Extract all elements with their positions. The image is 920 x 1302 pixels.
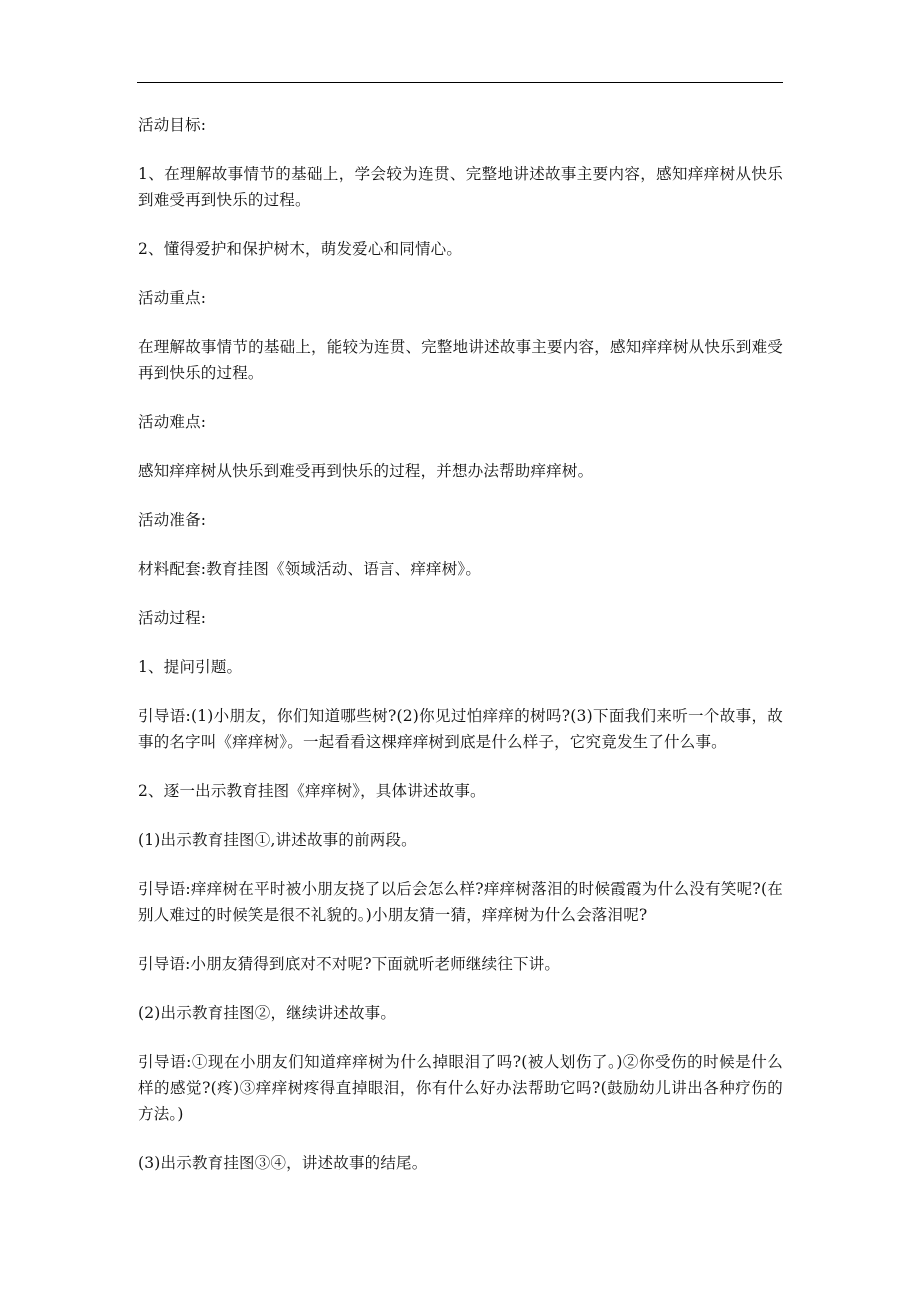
section-heading-process: 活动过程: bbox=[138, 609, 207, 627]
section-heading-preparation: 活动准备: bbox=[138, 511, 207, 529]
guide-text-4: 引导语:①现在小朋友们知道痒痒树为什么掉眼泪了吗?(被人划伤了。)②你受伤的时候是什么样的感觉?(疼)③痒痒树疼得直掉眼泪，你有什么好办法帮助它吗?(鼓励幼儿讲出各种疗伤的方法。) bbox=[138, 1053, 783, 1123]
objective-item-1: 1、在理解故事情节的基础上，学会较为连贯、完整地讲述故事主要内容，感知痒痒树从快乐到难受再到快乐的过程。 bbox=[138, 165, 783, 209]
difficulties-text: 感知痒痒树从快乐到难受再到快乐的过程，并想办法帮助痒痒树。 bbox=[138, 462, 594, 480]
guide-text-1: 引导语:(1)小朋友，你们知道哪些树?(2)你见过怕痒痒的树吗?(3)下面我们来听一个故事，故事的名字叫《痒痒树》。一起看看这棵痒痒树到底是什么样子，它究竟发生了什么事。 bbox=[138, 707, 783, 751]
sub-step-1: (1)出示教育挂图①,讲述故事的前两段。 bbox=[138, 831, 417, 849]
process-step-2: 2、逐一出示教育挂图《痒痒树》，具体讲述故事。 bbox=[138, 782, 486, 800]
guide-text-3: 引导语:小朋友猜得到底对不对呢?下面就听老师继续往下讲。 bbox=[138, 955, 561, 973]
key-points-text: 在理解故事情节的基础上，能较为连贯、完整地讲述故事主要内容，感知痒痒树从快乐到难受再到快乐的过程。 bbox=[138, 338, 783, 382]
process-step-1: 1、提问引题。 bbox=[138, 658, 243, 676]
section-heading-objectives: 活动目标: bbox=[138, 116, 207, 134]
guide-text-2: 引导语:痒痒树在平时被小朋友挠了以后会怎么样?痒痒树落泪的时候霞霞为什么没有笑呢?(在别人难过的时候笑是很不礼貌的。)小朋友猜一猜，痒痒树为什么会落泪呢? bbox=[138, 880, 783, 924]
sub-step-3: (3)出示教育挂图③④，讲述故事的结尾。 bbox=[138, 1154, 428, 1172]
sub-step-2: (2)出示教育挂图②，继续讲述故事。 bbox=[138, 1004, 397, 1022]
objective-item-2: 2、懂得爱护和保护树木，萌发爱心和同情心。 bbox=[138, 240, 463, 258]
section-heading-key-points: 活动重点: bbox=[138, 289, 207, 307]
preparation-text: 材料配套:教育挂图《领域活动、语言、痒痒树》。 bbox=[138, 560, 482, 578]
document-body bbox=[138, 112, 783, 1199]
section-heading-difficulties: 活动难点: bbox=[138, 413, 207, 431]
header-rule bbox=[137, 82, 783, 83]
